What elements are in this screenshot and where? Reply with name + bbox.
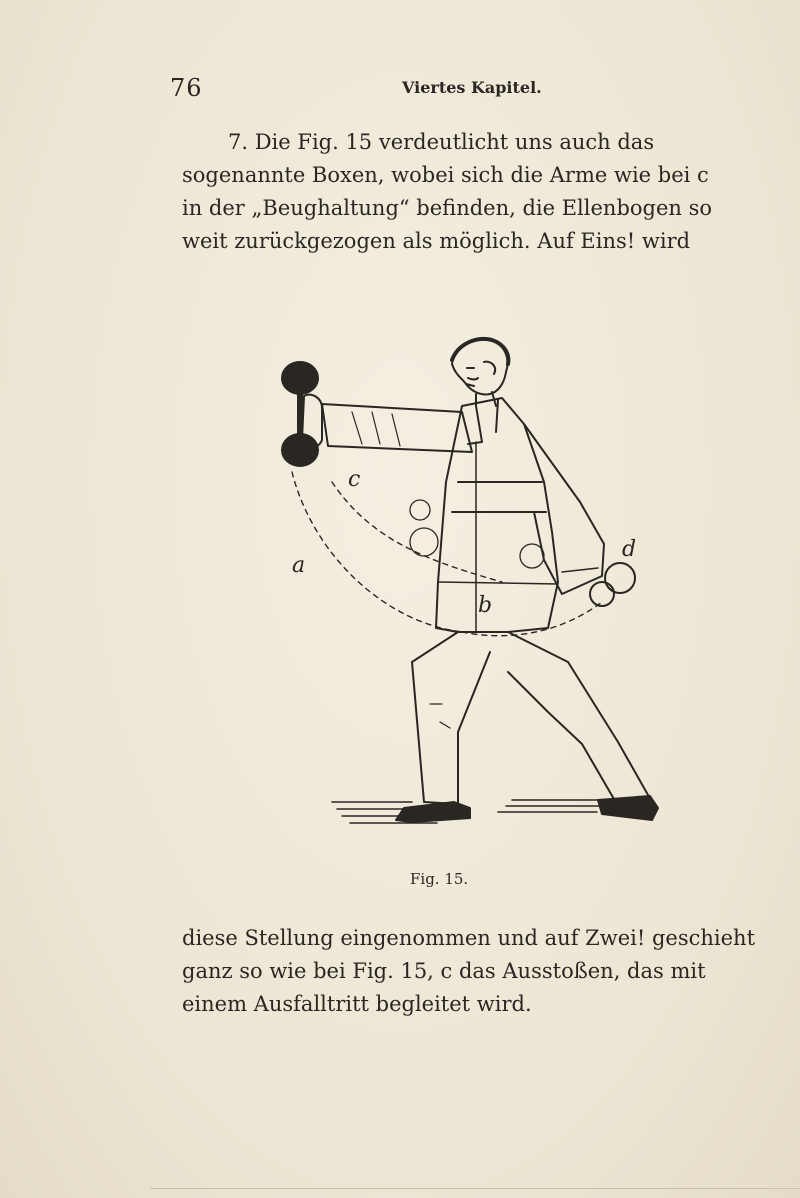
boxing-figure-illustration: [262, 332, 682, 852]
figure-label-d: d: [622, 537, 637, 562]
paragraph-2-line: diese Stellung eingenommen und auf Zwei! geschieht: [182, 926, 756, 950]
figure-label-b: b: [478, 593, 493, 618]
extended-arm-drawing: [302, 395, 472, 452]
paragraph-2-line: ganz so wie bei Fig. 15, c das Ausstoßen, das mit: [182, 959, 706, 983]
boxing-figure: [262, 332, 682, 852]
running-head: Viertes Kapitel.: [402, 78, 542, 97]
head-drawing: [452, 339, 508, 406]
paragraph-1: [182, 126, 713, 258]
paragraph-1-line: sogenannte Boxen, wobei sich die Arme wie bei c: [182, 163, 709, 187]
page-number: 76: [170, 74, 203, 102]
figure-label-c: c: [348, 467, 361, 492]
bent-arm-drawing: [524, 424, 635, 606]
paragraph-2: [182, 922, 756, 1021]
paragraph-1-line: 7. Die Fig. 15 verdeutlicht uns auch das: [228, 130, 655, 154]
paragraph-2-line: einem Ausfalltritt begleitet wird.: [182, 992, 532, 1016]
guide-circles: [410, 500, 544, 568]
page-edge-line: [150, 1188, 800, 1189]
paragraph-1-line: weit zurückgezogen als möglich. Auf Eins! wird: [182, 229, 691, 253]
page-header: [170, 74, 610, 104]
figure-caption: Fig. 15.: [410, 870, 469, 888]
paragraph-1-line: in der „Beughaltung“ befinden, die Ellenbogen so: [182, 196, 713, 220]
torso-drawing: [436, 398, 558, 632]
figure-label-a: a: [292, 553, 306, 578]
legs-drawing: [412, 632, 652, 806]
